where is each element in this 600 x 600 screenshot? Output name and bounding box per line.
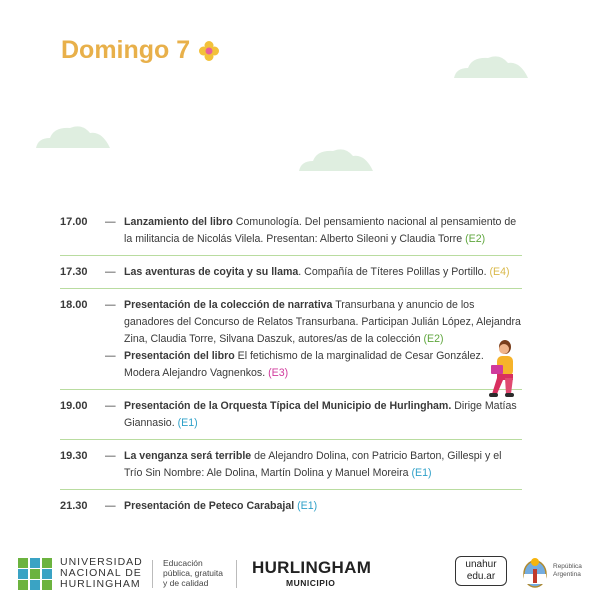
event-title: Presentación de la Orquesta Típica del Municipio de Hurlingham. [124,400,452,412]
schedule-row [60,498,522,522]
schedule-event [105,214,522,248]
page-title [61,36,220,65]
event-description: . Compañía de Títeres Polillas y Portillo. [298,266,490,278]
schedule-time: 19.30 [60,450,88,462]
republica-argentina-text: República Argentina [553,563,582,578]
event-title: Presentación del libro [124,350,235,362]
schedule-event [105,448,522,482]
dash-bullet: — [105,266,116,278]
stage-tag: (E2) [465,233,486,245]
footer [0,548,600,600]
schedule-list [60,214,522,530]
argentina-seal-icon [522,557,548,589]
unahur-logo: unahur edu.ar [455,556,507,586]
dash-bullet: — [105,450,116,462]
dash-bullet: — [105,500,116,512]
stage-tag: (E1) [297,500,318,512]
schedule-row [60,264,522,289]
schedule-event [105,264,522,281]
divider [236,560,237,588]
schedule-time: 21.30 [60,500,88,512]
schedule-time: 18.00 [60,299,88,311]
title-text: Domingo 7 [61,36,191,64]
event-title: La venganza será terrible [124,450,252,462]
dash-bullet: — [105,216,116,228]
event-description: Dirige Matías Giannasio. [124,400,517,429]
cloud-icon [452,53,530,79]
hurlingham-logo-text: HURLINGHAM [252,558,372,577]
event-description: de Alejandro Dolina, con Patricio Barton, Gillespi y el Trío Sin Nombre: Ale Dolina, Martín Dolina y Manuel Moreira [124,450,502,479]
stage-tag: (E4) [489,266,510,278]
stage-tag: (E2) [423,333,444,345]
unh-name: UNIVERSIDAD NACIONAL DE HURLINGHAM [60,556,143,590]
schedule-time: 17.00 [60,216,88,228]
dash-bullet: — [105,299,116,311]
event-description: Comunología. Del pensamiento nacional al pensamiento de la militancia de Nicolás Vilela. Presentan: Alberto Sileoni y Claudia Torre [124,216,517,245]
schedule-row [60,398,522,440]
schedule-event [105,348,522,382]
schedule-row [60,214,522,256]
reading-person-illustration [483,338,521,400]
event-title: Presentación de Peteco Carabajal [124,500,295,512]
schedule-time: 17.30 [60,266,88,278]
event-description: El fetichismo de la marginalidad de Cesar González. Modera Alejandro Vagnenkos. [124,350,484,379]
schedule-time: 19.00 [60,400,88,412]
municipio-text: MUNICIPIO [286,578,336,588]
stage-tag: (E1) [177,417,198,429]
flower-icon [198,40,220,62]
schedule-row [60,448,522,490]
cloud-icon [34,123,112,149]
stage-tag: (E3) [268,367,289,379]
event-description: Transurbana y anuncio de los ganadores del Concurso de Relatos Transurbana. Participan Julián López, Alejandra Zina, Claudia Torre, Silvana Daszuk, autores/as de la colección [124,299,521,345]
schedule-event [105,398,522,432]
cloud-icon [297,146,375,172]
dash-bullet: — [105,350,116,362]
education-slogan: Educación pública, gratuita y de calidad [163,558,224,588]
event-title: Las aventuras de coyita y su llama [124,266,299,278]
divider [152,560,153,588]
stage-tag: (E1) [411,467,432,479]
schedule-event [105,498,522,515]
event-title: Lanzamiento del libro [124,216,233,228]
unh-logo-icon [18,558,54,590]
schedule-row [60,297,522,390]
schedule-event [105,297,522,348]
dash-bullet: — [105,400,116,412]
event-title: Presentación de la colección de narrativa [124,299,333,311]
